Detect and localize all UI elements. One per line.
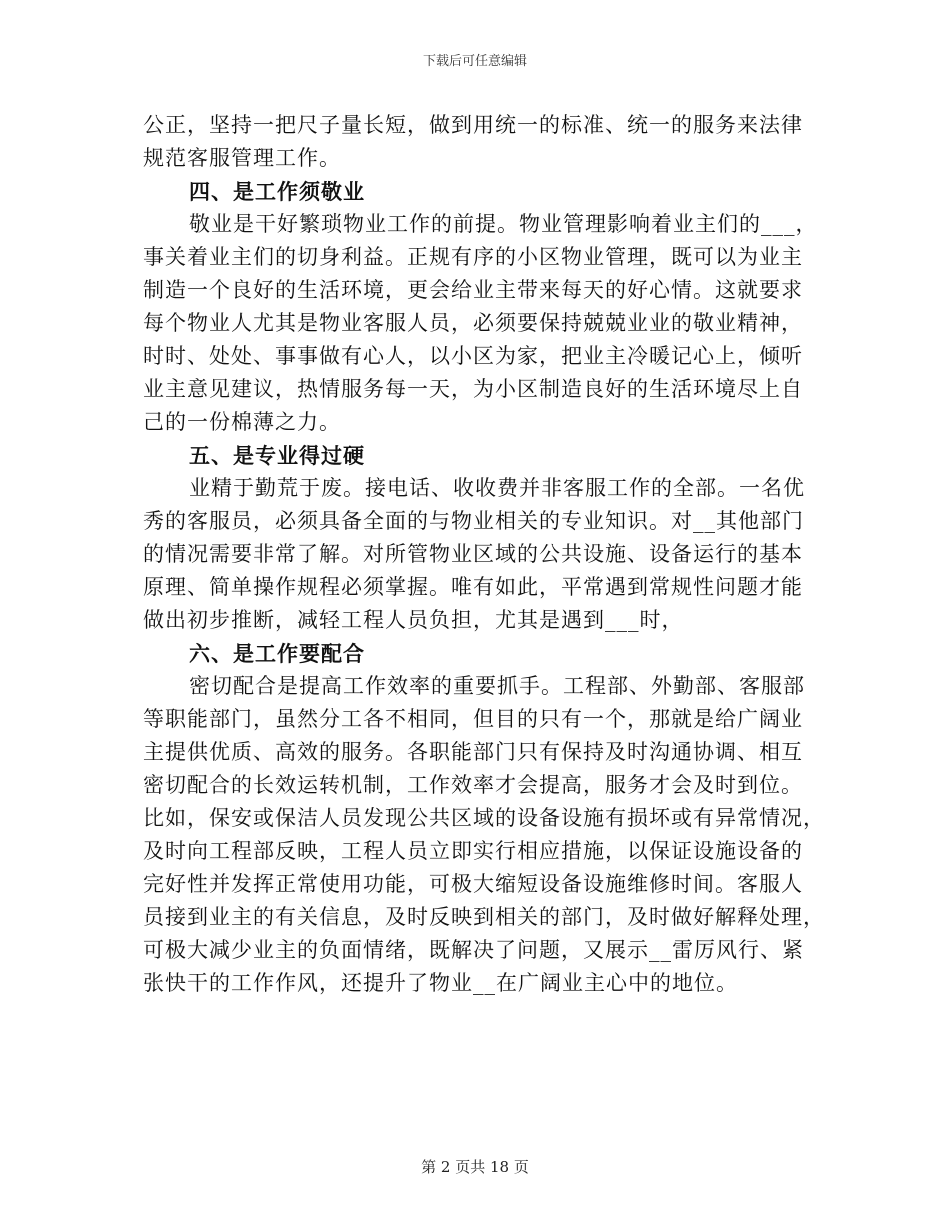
text-line: 密切配合的长效运转机制，工作效率才会提高，服务才会及时到位。 xyxy=(143,773,803,797)
document-body xyxy=(143,109,825,1000)
text-line: 业精于勤荒于废。接电话、收收费并非客服工作的全部。一名优 xyxy=(189,476,805,500)
text-line: 张快干的工作作风，还提升了物业__在广阔业主心中的地位。 xyxy=(143,971,738,995)
text-line: 己的一份棉薄之力。 xyxy=(143,410,341,434)
text-line: 秀的客服员，必须具备全面的与物业相关的专业知识。对__其他部门 xyxy=(143,509,804,533)
text-line: 可极大减少业主的负面情绪，既解决了问题，又展示__雷厉风行、紧 xyxy=(143,938,804,962)
text-line: 敬业是干好繁琐物业工作的前提。物业管理影响着业主们的___， xyxy=(189,212,818,236)
text-line: 等职能部门，虽然分工各不相同，但目的只有一个，那就是给广阔业 xyxy=(143,707,803,731)
text-line: 的情况需要非常了解。对所管物业区域的公共设施、设备运行的基本 xyxy=(143,542,803,566)
text-line: 及时向工程部反映，工程人员立即实行相应措施，以保证设施设备的 xyxy=(143,839,803,863)
text-line: 事关着业主们的切身利益。正规有序的小区物业管理，既可以为业主 xyxy=(143,245,803,269)
text-line: 员接到业主的有关信息，及时反映到相关的部门，及时做好解释处理， xyxy=(143,905,825,929)
text-line: 制造一个良好的生活环境，更会给业主带来每天的好心情。这就要求 xyxy=(143,278,803,302)
text-line: 做出初步推断，减轻工程人员负担，尤其是遇到___时， xyxy=(143,608,684,632)
section-heading: 四、是工作须敬业 xyxy=(189,179,365,204)
text-line: 完好性并发挥正常使用功能，可极大缩短设备设施维修时间。客服人 xyxy=(143,872,803,896)
text-line: 业主意见建议，热情服务每一天，为小区制造良好的生活环境尽上自 xyxy=(143,377,803,401)
text-line: 比如，保安或保洁人员发现公共区域的设备设施有损坏或有异常情况， xyxy=(143,806,825,830)
text-line: 规范客服管理工作。 xyxy=(143,146,341,170)
text-line: 公正，坚持一把尺子量长短，做到用统一的标准、统一的服务来法律 xyxy=(143,113,803,137)
text-line: 主提供优质、高效的服务。各职能部门只有保持及时沟通协调、相互 xyxy=(143,740,803,764)
text-line: 每个物业人尤其是物业客服人员，必须要保持兢兢业业的敬业精神， xyxy=(143,311,803,335)
text-line: 原理、简单操作规程必须掌握。唯有如此，平常遇到常规性问题才能 xyxy=(143,575,803,599)
page-header: 下载后可任意编辑 xyxy=(422,54,527,69)
text-line: 密切配合是提高工作效率的重要抓手。工程部、外勤部、客服部 xyxy=(189,674,805,698)
section-heading: 五、是专业得过硬 xyxy=(189,443,365,468)
page-number: 第 2 页共 18 页 xyxy=(421,1158,529,1176)
text-line: 时时、处处、事事做有心人，以小区为家，把业主冷暖记心上，倾听 xyxy=(143,344,803,368)
section-heading: 六、是工作要配合 xyxy=(189,641,365,666)
